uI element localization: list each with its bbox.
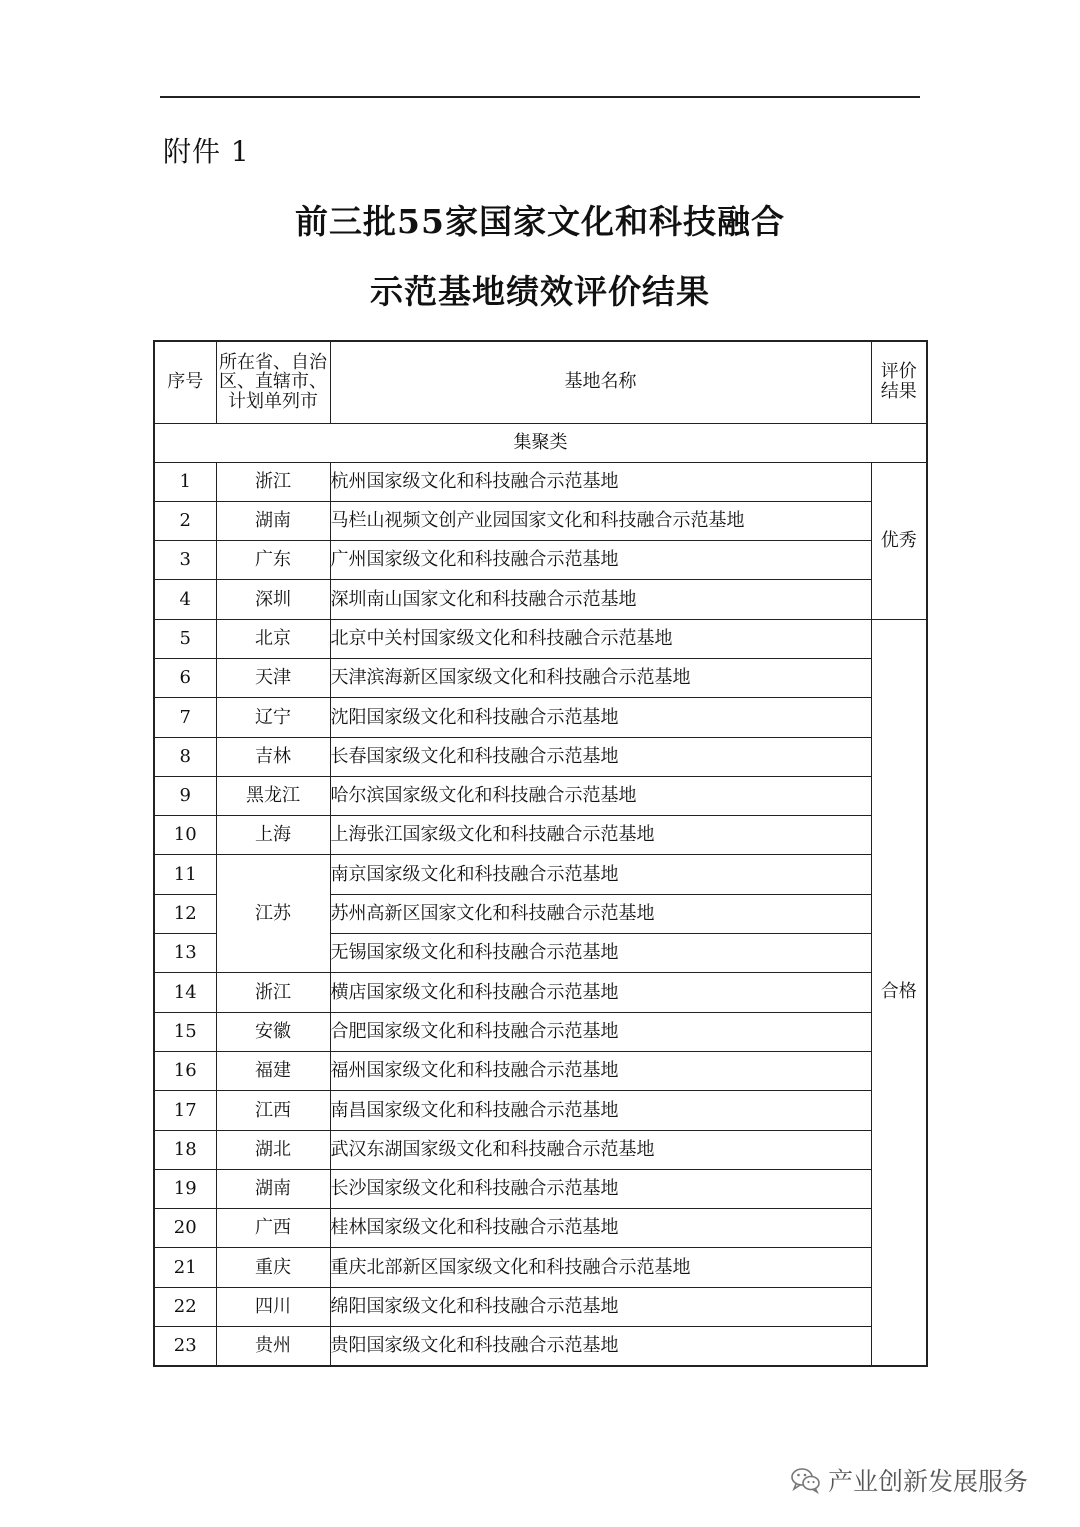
row-seq: 7: [154, 698, 216, 737]
row-seq: 12: [154, 894, 216, 933]
row-base-name: 杭州国家级文化和科技融合示范基地: [330, 462, 871, 501]
row-region: 广西: [216, 1209, 330, 1248]
document-title-line1: [0, 196, 1080, 243]
row-base-name: 长沙国家级文化和科技融合示范基地: [330, 1169, 871, 1208]
row-region: 四川: [216, 1287, 330, 1326]
row-seq: 5: [154, 619, 216, 658]
row-base-name: 武汉东湖国家级文化和科技融合示范基地: [330, 1130, 871, 1169]
results-table: [153, 340, 928, 1367]
title-text-a: 前三批: [295, 202, 398, 241]
row-base-name: 福州国家级文化和科技融合示范基地: [330, 1051, 871, 1090]
row-region: 北京: [216, 619, 330, 658]
row-seq: 13: [154, 934, 216, 973]
row-base-name: 重庆北部新区国家级文化和科技融合示范基地: [330, 1248, 871, 1287]
table-row: [154, 658, 927, 697]
row-seq: 22: [154, 1287, 216, 1326]
table-row: [154, 1209, 927, 1248]
row-seq: 14: [154, 973, 216, 1012]
row-region: 江苏: [216, 855, 330, 973]
row-seq: 18: [154, 1130, 216, 1169]
header-row: [154, 341, 927, 423]
row-region: 上海: [216, 816, 330, 855]
row-seq: 19: [154, 1169, 216, 1208]
row-seq: 9: [154, 776, 216, 815]
table-row: [154, 776, 927, 815]
attachment-label: 附件 1: [163, 135, 250, 168]
row-region: 湖北: [216, 1130, 330, 1169]
table-row: [154, 541, 927, 580]
row-region: 吉林: [216, 737, 330, 776]
row-region: 浙江: [216, 973, 330, 1012]
header-result-line2: 结果: [880, 381, 917, 403]
table-row: [154, 1091, 927, 1130]
row-base-name: 马栏山视频文创产业园国家文化和科技融合示范基地: [330, 501, 871, 540]
row-seq: 16: [154, 1051, 216, 1090]
table-row: [154, 1248, 927, 1287]
row-base-name: 广州国家级文化和科技融合示范基地: [330, 541, 871, 580]
row-region: 辽宁: [216, 698, 330, 737]
header-region-line3: 计划单列市: [228, 391, 318, 413]
row-seq: 6: [154, 658, 216, 697]
header-base-name: 基地名称: [330, 341, 871, 423]
row-base-name: 贵阳国家级文化和科技融合示范基地: [330, 1327, 871, 1366]
watermark: [790, 1462, 1028, 1498]
table-row: [154, 816, 927, 855]
row-base-name: 桂林国家级文化和科技融合示范基地: [330, 1209, 871, 1248]
row-base-name: 天津滨海新区国家级文化和科技融合示范基地: [330, 658, 871, 697]
row-region: 湖南: [216, 501, 330, 540]
table-row: [154, 1327, 927, 1366]
category-label: 集聚类: [154, 423, 927, 462]
row-seq: 11: [154, 855, 216, 894]
header-region-line2: 区、直辖市、: [219, 371, 327, 393]
table-row: [154, 737, 927, 776]
row-base-name: 沈阳国家级文化和科技融合示范基地: [330, 698, 871, 737]
table-row: [154, 462, 927, 501]
row-base-name: 哈尔滨国家级文化和科技融合示范基地: [330, 776, 871, 815]
header-result-line1: 评价: [880, 361, 917, 383]
row-base-name: 无锡国家级文化和科技融合示范基地: [330, 934, 871, 973]
watermark-text: 产业创新发展服务: [828, 1467, 1029, 1496]
table-row: [154, 855, 927, 894]
category-row: [154, 423, 927, 462]
header-seq: 序号: [154, 341, 216, 423]
title-number: 55: [397, 202, 445, 241]
row-base-name: 横店国家级文化和科技融合示范基地: [330, 973, 871, 1012]
table-row: [154, 619, 927, 658]
row-seq: 15: [154, 1012, 216, 1051]
row-seq: 8: [154, 737, 216, 776]
row-region: 黑龙江: [216, 776, 330, 815]
title-text-b: 家国家文化和科技融合: [444, 202, 785, 241]
table-row: [154, 580, 927, 619]
row-region: 浙江: [216, 462, 330, 501]
row-seq: 23: [154, 1327, 216, 1366]
row-seq: 3: [154, 541, 216, 580]
wechat-icon: [790, 1466, 822, 1494]
row-base-name: 北京中关村国家级文化和科技融合示范基地: [330, 619, 871, 658]
table-row: [154, 1169, 927, 1208]
row-region: 湖南: [216, 1169, 330, 1208]
row-region: 福建: [216, 1051, 330, 1090]
row-region: 江西: [216, 1091, 330, 1130]
row-base-name: 上海张江国家级文化和科技融合示范基地: [330, 816, 871, 855]
header-region-line1: 所在省、自治: [219, 351, 327, 373]
table-row: [154, 698, 927, 737]
row-region: 重庆: [216, 1248, 330, 1287]
row-region: 安徽: [216, 1012, 330, 1051]
result-qualified: 合格: [871, 619, 927, 1366]
row-seq: 17: [154, 1091, 216, 1130]
table-row: [154, 973, 927, 1012]
table-row: [154, 1130, 927, 1169]
header-result: [871, 341, 927, 423]
result-excellent: 优秀: [871, 462, 927, 619]
table-row: [154, 1051, 927, 1090]
row-seq: 2: [154, 501, 216, 540]
top-divider: [160, 96, 920, 98]
row-seq: 1: [154, 462, 216, 501]
row-seq: 4: [154, 580, 216, 619]
row-region: 深圳: [216, 580, 330, 619]
row-base-name: 合肥国家级文化和科技融合示范基地: [330, 1012, 871, 1051]
table-row: [154, 501, 927, 540]
row-seq: 21: [154, 1248, 216, 1287]
row-region: 天津: [216, 658, 330, 697]
table-row: [154, 1287, 927, 1326]
row-base-name: 南昌国家级文化和科技融合示范基地: [330, 1091, 871, 1130]
header-region: [216, 341, 330, 423]
row-region: 贵州: [216, 1327, 330, 1366]
row-region: 广东: [216, 541, 330, 580]
row-base-name: 绵阳国家级文化和科技融合示范基地: [330, 1287, 871, 1326]
document-title-line2: 示范基地绩效评价结果: [370, 272, 710, 311]
row-seq: 10: [154, 816, 216, 855]
row-base-name: 南京国家级文化和科技融合示范基地: [330, 855, 871, 894]
row-base-name: 苏州高新区国家文化和科技融合示范基地: [330, 894, 871, 933]
row-base-name: 长春国家级文化和科技融合示范基地: [330, 737, 871, 776]
row-base-name: 深圳南山国家文化和科技融合示范基地: [330, 580, 871, 619]
table-row: [154, 1012, 927, 1051]
row-seq: 20: [154, 1209, 216, 1248]
